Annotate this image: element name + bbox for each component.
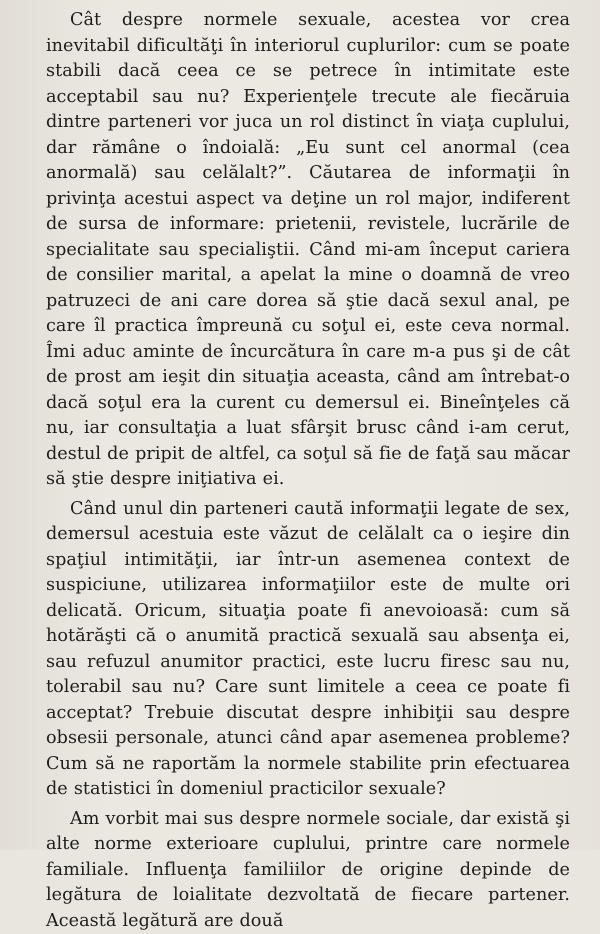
paragraph-family-norms: Am vorbit mai sus despre normele sociale, dar există şi alte norme exterioare cuplului, printre care normele familiale. Influenţa familiilor de origine depinde de legătura de loialitate dezvoltată de fiecare partener. Această legătură are două [46,807,570,934]
paragraph-seeking-information: Când unul din parteneri caută informaţii legate de sex, demersul acestuia este văzut de celălalt ca o ieşire din spaţiul intimităţii, iar într-un asemenea context de suspiciune, utilizarea informaţiilor este de multe ori delicată. Oricum, situaţia poate fi anevoioasă: cum să hotărăşti că o anumită practică sexuală sau absenţa ei, sau refuzul anumitor practici, este lucru firesc sau nu, tolerabil sau nu? Care sunt limitele a ceea ce poate fi acceptat? Trebuie discutat despre inhibiţii sau despre obsesii personale, atunci când apar asemenea probleme? Cum să ne raportăm la normele stabilite prin efectuarea de statistici în domeniul practicilor sexuale? [46,497,570,803]
paragraph-sexual-norms: Cât despre normele sexuale, acestea vor crea inevitabil dificultăţi în interiorul cuplurilor: cum se poate stabili dacă ceea ce se petrece în intimitate este acceptabil sau nu? Experienţele trecute ale fiecăruia dintre parteneri vor juca un rol distinct în viaţa cuplului, dar rămâne o îndoială: „Eu sunt cel anormal (cea anormală) sau celălalt?”. Căutarea de informaţii în privinţa acestui aspect va deţine un rol major, indiferent de sursa de informare: prietenii, revistele, lucrările de specialitate sau specialiştii. Când mi-am început cariera de consilier marital, a apelat la mine o doamnă de vreo patruzeci de ani care dorea să ştie dacă sexul anal, pe care îl practica împreună cu soţul ei, este ceva normal. Îmi aduc aminte de încurcătura în care m-a pus şi de cât de prost am ieşit din situaţia aceasta, când am întrebat-o dacă soţul era la curent cu demersul ei. Bineînţeles că nu, iar consultaţia a luat sfârşit brusc când i-am cerut, destul de pripit de altfel, ca soţul să fie de faţă sau măcar să ştie despre iniţiativa ei. [46,8,570,493]
